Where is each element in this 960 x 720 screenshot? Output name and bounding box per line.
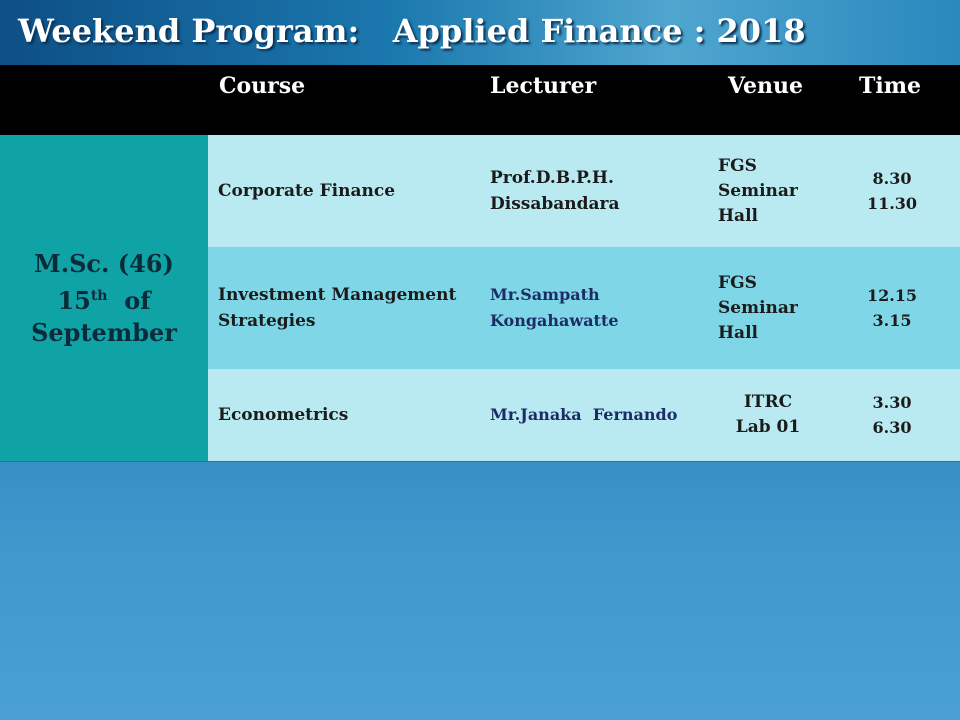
- program-date-cell: [0, 135, 208, 461]
- course-name: Investment Management: [218, 285, 457, 305]
- venue-line: ITRC: [743, 392, 793, 412]
- date-of: of: [124, 285, 151, 315]
- lecturer-name: Prof.D.B.P.H.: [490, 168, 614, 188]
- slide-title: Weekend Program: Applied Finance : 2018: [18, 12, 806, 50]
- course-cell: [218, 247, 478, 369]
- lecturer-cell: [490, 135, 690, 247]
- table-row: [208, 247, 960, 369]
- time-cell: [838, 369, 946, 461]
- course-name: Strategies: [218, 311, 316, 331]
- course-name: Econometrics: [218, 405, 349, 425]
- program-date: [57, 280, 150, 317]
- end-time: 3.15: [872, 311, 912, 330]
- venue-line: Hall: [718, 205, 758, 226]
- date-month: September: [31, 317, 177, 347]
- table-row: [208, 369, 960, 461]
- time-cell: [838, 247, 946, 369]
- venue-cell: [718, 247, 828, 369]
- schedule-table: [0, 65, 960, 462]
- start-time: 12.15: [866, 286, 918, 305]
- course-name: Corporate Finance: [218, 181, 396, 201]
- end-time: 11.30: [866, 194, 918, 213]
- lecturer-name: Mr.Sampath: [490, 285, 600, 304]
- header-time: Time: [859, 73, 922, 99]
- end-time: 6.30: [872, 418, 912, 437]
- course-cell: [218, 135, 478, 247]
- venue-line: FGS: [718, 155, 757, 176]
- venue-line: Hall: [718, 322, 758, 343]
- slide-title-bar: [0, 0, 960, 65]
- table-header-row: [0, 65, 960, 135]
- venue-cell: [718, 135, 828, 247]
- lecturer-cell: [490, 369, 690, 461]
- table-row: [208, 135, 960, 247]
- venue-line: FGS: [718, 272, 757, 293]
- venue-line: Lab 01: [735, 417, 801, 437]
- header-course: Course: [219, 73, 306, 99]
- venue-line: Seminar: [718, 297, 798, 318]
- start-time: 3.30: [872, 393, 912, 412]
- venue-cell: [708, 369, 828, 461]
- lecturer-name: Kongahawatte: [490, 311, 619, 330]
- header-lecturer: Lecturer: [490, 73, 597, 99]
- venue-line: Seminar: [718, 180, 798, 201]
- start-time: 8.30: [872, 169, 912, 188]
- lecturer-cell: [490, 247, 690, 369]
- lecturer-name: Mr.Janaka Fernando: [490, 405, 678, 424]
- lecturer-name: Dissabandara: [490, 194, 620, 214]
- date-suffix: th: [90, 287, 108, 304]
- header-venue: Venue: [728, 73, 804, 99]
- time-cell: [838, 135, 946, 247]
- date-day: 15: [57, 285, 91, 315]
- course-cell: [218, 369, 478, 461]
- program-name: M.Sc. (46): [34, 248, 174, 278]
